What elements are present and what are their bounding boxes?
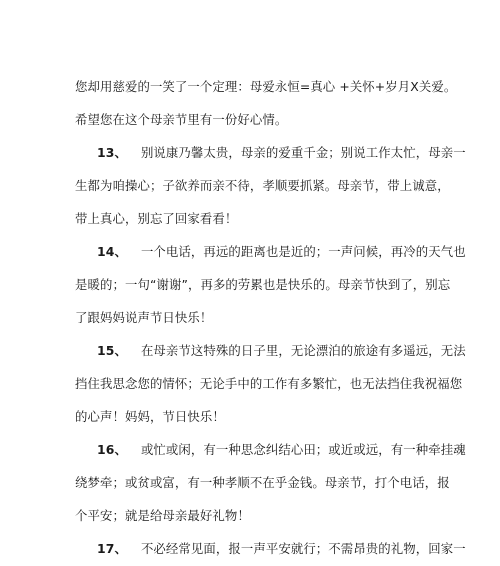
item-15-line-3: 的心声！妈妈，节日快乐！	[75, 409, 225, 424]
item-13-line-2: 生都为咱操心；子欲养而亲不待，孝顺要抓紧。母亲节，带上诚意，	[75, 178, 450, 193]
item-number: 13、	[97, 145, 127, 160]
item-number: 14、	[97, 244, 127, 259]
intro-line-2: 希望您在这个母亲节里有一份好心情。	[75, 112, 288, 127]
item-text: 一个电话，再远的距离也是近的；一声问候，再冷的天气也	[140, 244, 466, 259]
item-text: 在母亲节这特殊的日子里，无论漂泊的旅途有多遥远，无法	[140, 343, 466, 358]
item-number: 15、	[97, 343, 127, 358]
item-16-line-3: 个平安；就是给母亲最好礼物！	[75, 508, 250, 523]
item-number: 16、	[97, 442, 127, 457]
item-text: 不必经常见面，报一声平安就行；不需昂贵的礼物，回家一	[140, 541, 466, 556]
item-13-line-1	[75, 145, 495, 161]
item-16-line-1	[75, 442, 495, 458]
item-text: 别说康乃馨太贵，母亲的爱重千金；别说工作太忙，母亲一	[140, 145, 466, 160]
item-text: 或忙或闲，有一种思念纠结心田；或近或远，有一种牵挂魂	[140, 442, 466, 457]
intro-line-1: 您却用慈爱的一笑了一个定理：母爱永恒=真心 +关怀+岁月X关爱。	[75, 79, 457, 94]
item-16-line-2: 绕梦牵；或贫或富，有一种孝顺不在乎金钱。母亲节，打个电话，报	[75, 475, 450, 490]
item-14-line-3: 了跟妈妈说声节日快乐！	[75, 310, 213, 325]
item-13-line-3: 带上真心，别忘了回家看看！	[75, 211, 238, 226]
item-number: 17、	[97, 541, 127, 556]
item-17-line-1	[75, 541, 495, 557]
item-15-line-1	[75, 343, 495, 359]
item-14-line-2: 是暖的；一句“谢谢”，再多的劳累也是快乐的。母亲节快到了，别忘	[75, 277, 451, 292]
item-15-line-2: 挡住我思念您的情怀；无论手中的工作有多繁忙，也无法挡住我祝福您	[75, 376, 463, 391]
item-14-line-1	[75, 244, 495, 260]
